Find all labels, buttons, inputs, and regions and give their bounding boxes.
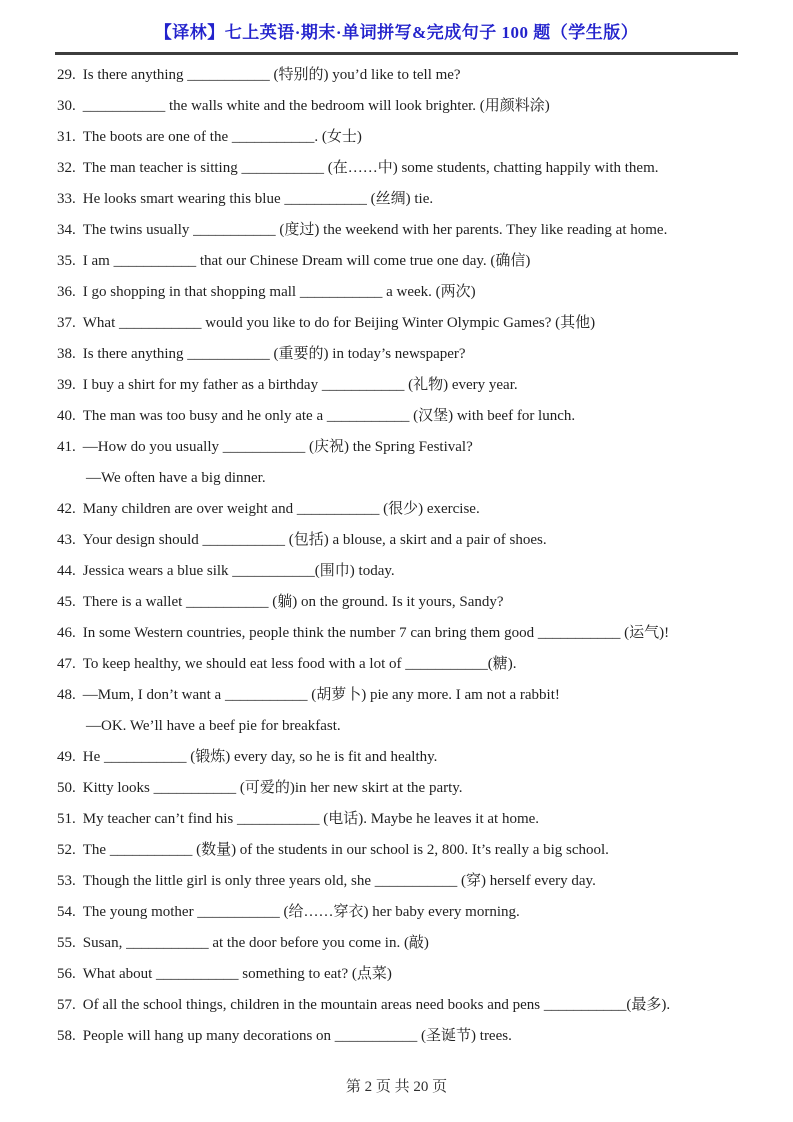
question-text: The man teacher is sitting ___________ (在……中) some students, chatting happily with them. <box>82 160 659 176</box>
question-number: 48. <box>57 687 76 703</box>
question-text: Kitty looks ___________ (可爱的)in her new skirt at the party. <box>82 780 463 796</box>
page-number-footer: 第 2 页 共 20 页 <box>345 1079 448 1095</box>
question-text: Your design should ___________ (包括) a blouse, a skirt and a pair of shoes. <box>82 532 547 548</box>
question-row-57 <box>57 990 763 1021</box>
question-number: 51. <box>57 811 76 827</box>
question-number: 49. <box>57 749 76 765</box>
question-row-31 <box>57 122 763 153</box>
question-text: I buy a shirt for my father as a birthday ___________ (礼物) every year. <box>82 377 518 393</box>
question-number: 47. <box>57 656 76 672</box>
question-row-33 <box>57 184 763 215</box>
question-number: 54. <box>57 904 76 920</box>
question-row-56 <box>57 959 763 990</box>
question-number: 56. <box>57 966 76 982</box>
question-number: 35. <box>57 253 76 269</box>
question-text: Jessica wears a blue silk ___________(围巾) today. <box>82 563 395 579</box>
question-number: 36. <box>57 284 76 300</box>
question-number: 46. <box>57 625 76 641</box>
question-list <box>57 60 763 1052</box>
question-number: 58. <box>57 1028 76 1044</box>
question-row-44 <box>57 556 763 587</box>
question-text: In some Western countries, people think the number 7 can bring them good ___________ (运气)! <box>82 625 670 641</box>
question-number: 33. <box>57 191 76 207</box>
question-row-48-continuation: —OK. We’ll have a beef pie for breakfast. <box>86 718 341 734</box>
question-row-48 <box>57 680 763 711</box>
question-text: There is a wallet ___________ (躺) on the ground. Is it yours, Sandy? <box>82 594 504 610</box>
question-text: He looks smart wearing this blue ___________ (丝绸) tie. <box>82 191 434 207</box>
question-row-37 <box>57 308 763 339</box>
question-number: 43. <box>57 532 76 548</box>
question-row-32 <box>57 153 763 184</box>
question-row-46 <box>57 618 763 649</box>
question-number: 41. <box>57 439 76 455</box>
header-divider <box>55 52 738 55</box>
question-row-36 <box>57 277 763 308</box>
question-text: Is there anything ___________ (重要的) in today’s newspaper? <box>82 346 466 362</box>
question-row-58 <box>57 1021 763 1052</box>
question-row-55 <box>57 928 763 959</box>
question-number: 44. <box>57 563 76 579</box>
question-number: 31. <box>57 129 76 145</box>
question-text: ___________ the walls white and the bedroom will look brighter. (用颜料涂) <box>82 98 550 114</box>
question-number: 40. <box>57 408 76 424</box>
question-row-30 <box>57 91 763 122</box>
question-row-41-continuation: —We often have a big dinner. <box>86 470 266 486</box>
question-text: Is there anything ___________ (特别的) you’d like to tell me? <box>82 67 461 83</box>
question-row-41 <box>57 432 763 463</box>
page-title: 【译林】七上英语·期末·单词拼写&完成句子 100 题（学生版） <box>154 23 639 42</box>
question-text: What ___________ would you like to do for Beijing Winter Olympic Games? (其他) <box>82 315 596 331</box>
question-number: 53. <box>57 873 76 889</box>
question-row-52 <box>57 835 763 866</box>
question-number: 37. <box>57 315 76 331</box>
question-number: 57. <box>57 997 76 1013</box>
question-row-54 <box>57 897 763 928</box>
question-number: 52. <box>57 842 76 858</box>
question-text: The man was too busy and he only ate a ___________ (汉堡) with beef for lunch. <box>82 408 576 424</box>
question-text: Though the little girl is only three years old, she ___________ (穿) herself every day. <box>82 873 596 889</box>
question-number: 32. <box>57 160 76 176</box>
question-text: Of all the school things, children in the mountain areas need books and pens ___________(最多). <box>82 997 671 1013</box>
question-number: 39. <box>57 377 76 393</box>
question-row-29 <box>57 60 763 91</box>
question-number: 30. <box>57 98 76 114</box>
question-row-53 <box>57 866 763 897</box>
question-text: —Mum, I don’t want a ___________ (胡萝卜) pie any more. I am not a rabbit! <box>82 687 560 703</box>
question-number: 50. <box>57 780 76 796</box>
question-text: My teacher can’t find his ___________ (电话). Maybe he leaves it at home. <box>82 811 540 827</box>
question-number: 55. <box>57 935 76 951</box>
question-row-42 <box>57 494 763 525</box>
question-number: 29. <box>57 67 76 83</box>
question-row-43 <box>57 525 763 556</box>
question-row-40 <box>57 401 763 432</box>
question-row-45 <box>57 587 763 618</box>
question-row-51 <box>57 804 763 835</box>
question-text: He ___________ (锻炼) every day, so he is fit and healthy. <box>82 749 438 765</box>
question-number: 34. <box>57 222 76 238</box>
question-text: The twins usually ___________ (度过) the weekend with her parents. They like reading at home. <box>82 222 668 238</box>
question-text: People will hang up many decorations on ___________ (圣诞节) trees. <box>82 1028 512 1044</box>
question-row-47 <box>57 649 763 680</box>
question-text: The young mother ___________ (给……穿衣) her baby every morning. <box>82 904 520 920</box>
question-row-38 <box>57 339 763 370</box>
question-text: The boots are one of the ___________. (女士) <box>82 129 362 145</box>
question-number: 38. <box>57 346 76 362</box>
question-text: —How do you usually ___________ (庆祝) the Spring Festival? <box>82 439 473 455</box>
question-number: 42. <box>57 501 76 517</box>
question-text: I am ___________ that our Chinese Dream will come true one day. (确信) <box>82 253 531 269</box>
question-text: The ___________ (数量) of the students in our school is 2, 800. It’s really a big school. <box>82 842 609 858</box>
question-text: What about ___________ something to eat? (点菜) <box>82 966 392 982</box>
question-row-50 <box>57 773 763 804</box>
question-text: Susan, ___________ at the door before you come in. (敲) <box>82 935 429 951</box>
question-row-39 <box>57 370 763 401</box>
question-row-49 <box>57 742 763 773</box>
question-row-35 <box>57 246 763 277</box>
question-text: Many children are over weight and ___________ (很少) exercise. <box>82 501 480 517</box>
question-text: I go shopping in that shopping mall ___________ a week. (两次) <box>82 284 476 300</box>
question-number: 45. <box>57 594 76 610</box>
question-row-34 <box>57 215 763 246</box>
question-text: To keep healthy, we should eat less food with a lot of ___________(糖). <box>82 656 517 672</box>
